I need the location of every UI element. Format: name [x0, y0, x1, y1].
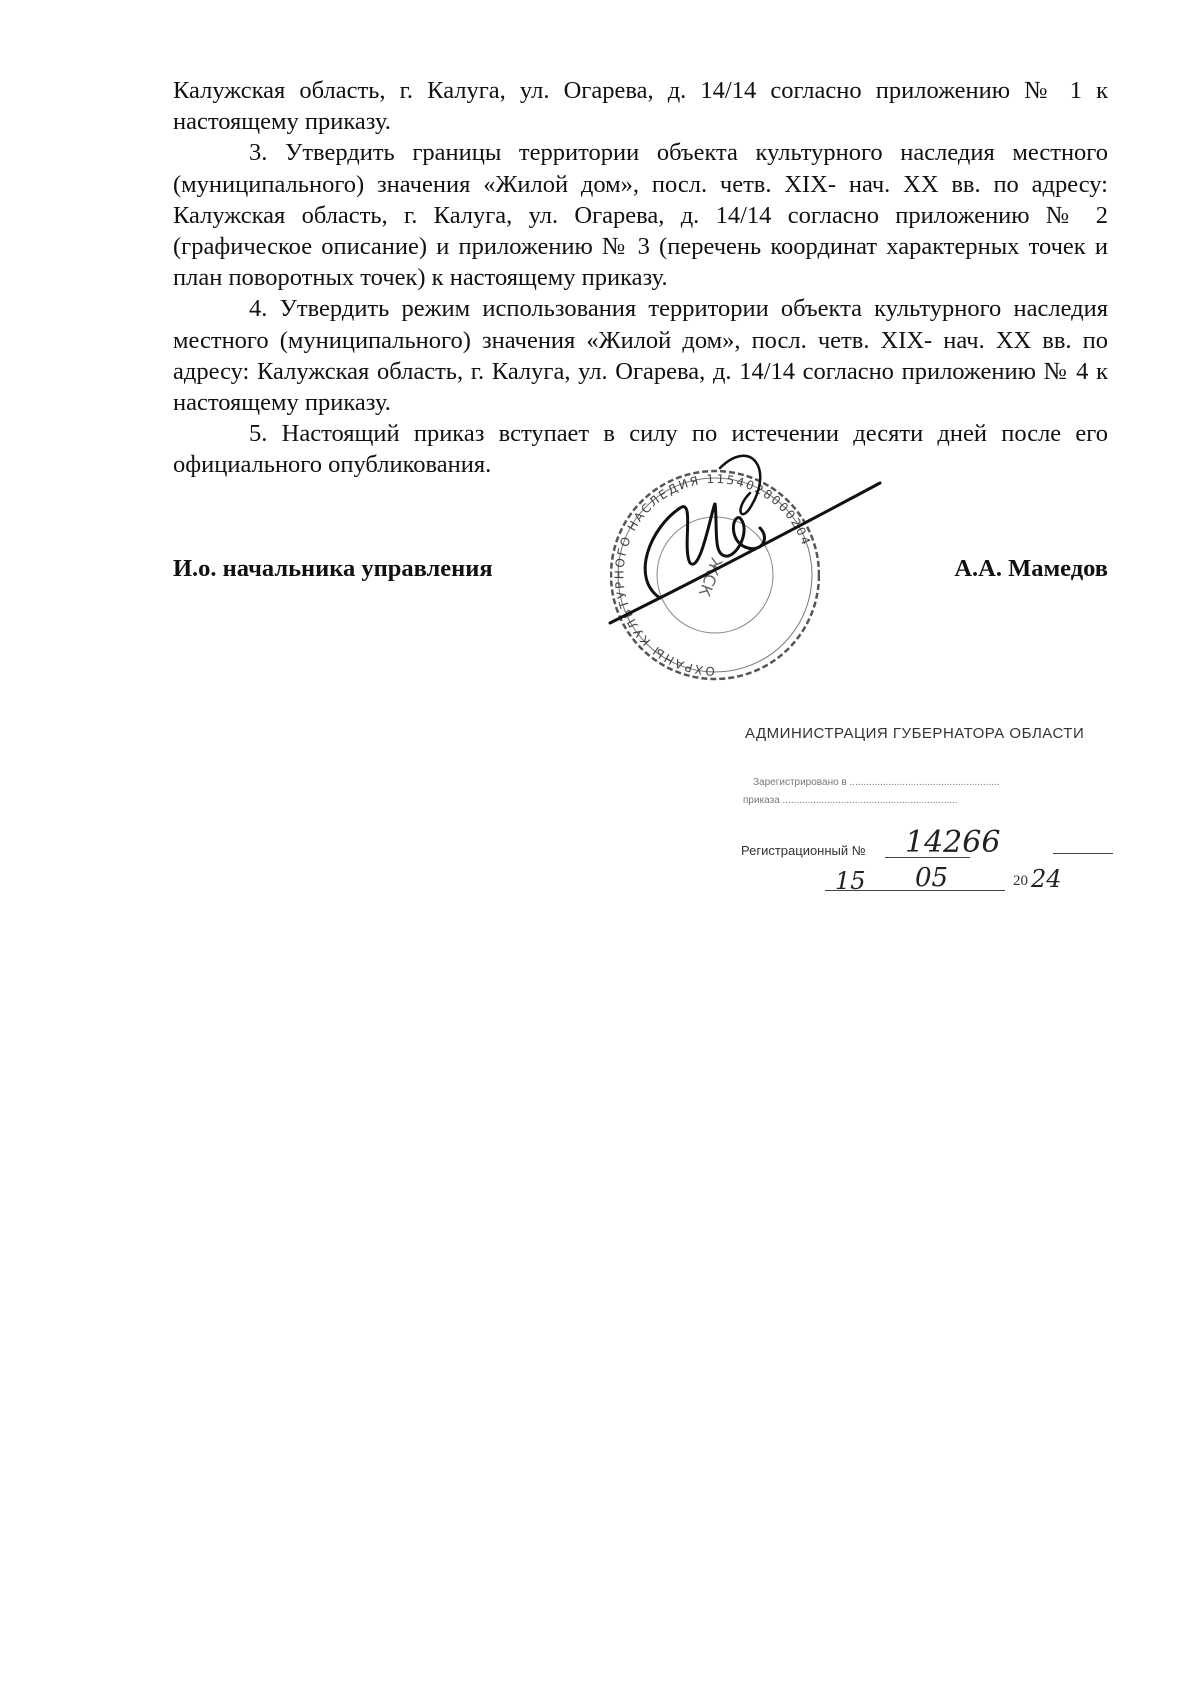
signatory-name: А.А. Мамедов — [954, 555, 1108, 582]
registration-year-suffix: 24 — [1031, 865, 1062, 893]
paragraph-5: 5. Настоящий приказ вступает в силу по истечении десяти дней после его официального опубликования. — [173, 420, 1108, 479]
registration-number: 14266 — [905, 825, 1001, 860]
handwritten-signature — [600, 448, 900, 638]
registration-month: 05 — [915, 863, 949, 893]
registration-day: 15 — [835, 867, 866, 895]
stamp-faint-line: приказа ............................................................... — [743, 795, 958, 806]
paragraph-4: 4. Утвердить режим использования территории объекта культурного наследия местного (муниципального) значения «Жилой дом», посл. четв. XIX- нач. XX вв. по адресу: Калужская область, г. Калуга, ул. Огарева, д. 14/14 согласно приложению № 4 к настоящему приказу. — [173, 295, 1108, 417]
seal-ring-text: ОХРАНЫ КУЛЬТУРНОГО НАСЛЕДИЯ 1154028000204 — [612, 471, 814, 679]
stamp-underline — [1053, 853, 1113, 854]
registration-stamp-header: АДМИНИСТРАЦИЯ ГУБЕРНАТОРА ОБЛАСТИ — [745, 725, 1085, 742]
registration-year-prefix: 20 — [1013, 873, 1028, 889]
order-body — [173, 75, 1108, 481]
registration-stamp — [735, 725, 1125, 905]
stamp-faint-line: Зарегистрировано в ...................................................... — [753, 777, 1000, 788]
stamp-underline — [825, 890, 1005, 891]
stamp-underline — [885, 857, 970, 858]
paragraph-3: 3. Утвердить границы территории объекта культурного наследия местного (муниципального) значения «Жилой дом», посл. четв. XIX- нач. XX вв. по адресу: Калужская область, г. Калуга, ул. Огарева, д. 14/14 согласно приложению № 2 (графическое описание) и приложению № 3 (перечень координат характерных точек и план поворотных точек) к настоящему приказу. — [173, 139, 1108, 292]
registration-number-label: Регистрационный № — [741, 843, 866, 858]
paragraph-continuation: Калужская область, г. Калуга, ул. Огарева, д. 14/14 согласно приложению № 1 к настоящему приказу. — [173, 77, 1108, 136]
seal-center-text: ЖСК — [694, 555, 727, 600]
signatory-title: И.о. начальника управления — [173, 555, 493, 582]
